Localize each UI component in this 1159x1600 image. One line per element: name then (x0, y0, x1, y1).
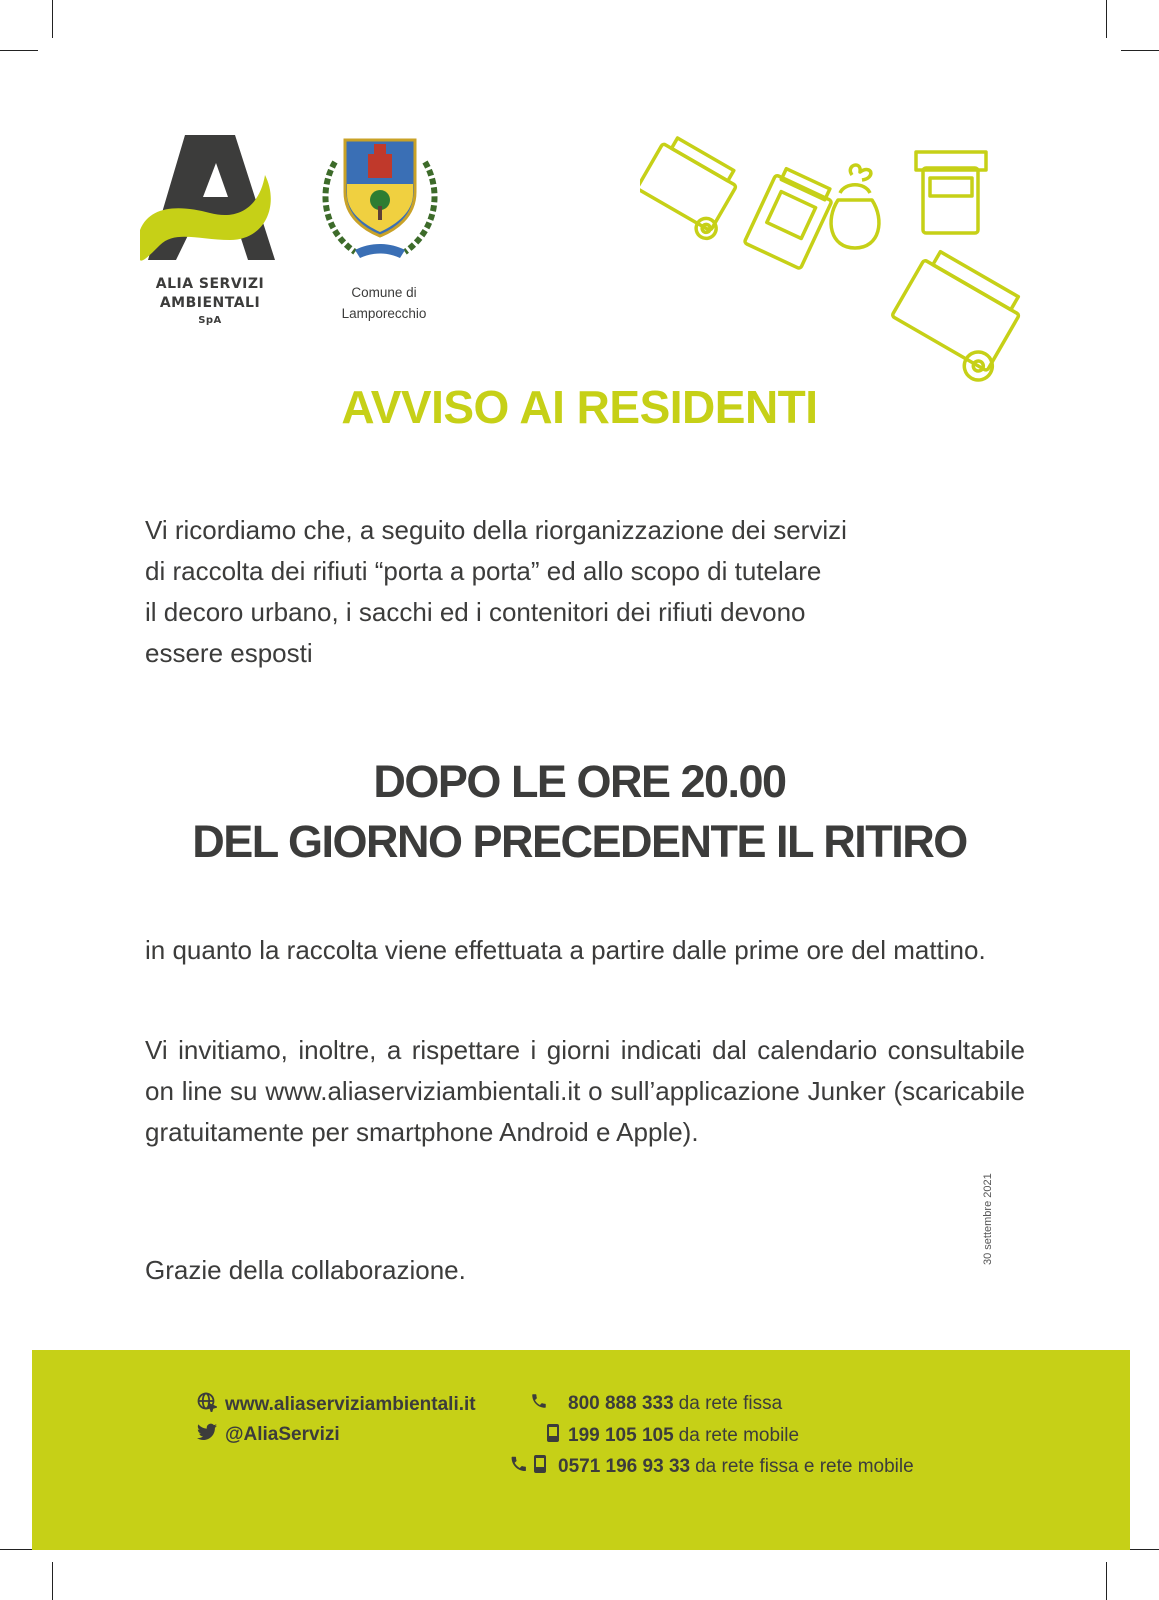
intro-paragraph (145, 510, 1025, 674)
collection-time-paragraph: in quanto la raccolta viene effettuata a partire dalle prime ore del mattino. (145, 935, 986, 965)
footer-band (32, 1350, 1130, 1550)
mobile-icon (530, 1423, 560, 1449)
highlight-notice (0, 752, 1159, 872)
phone-label: da rete fissa e rete mobile (695, 1456, 914, 1477)
phone-number[interactable]: 199 105 105 (568, 1425, 674, 1446)
phone-number[interactable]: 0571 196 93 33 (558, 1456, 691, 1477)
comune-name (318, 282, 450, 324)
website-link[interactable]: www.aliaserviziambientali.it (225, 1394, 476, 1415)
phone-number[interactable]: 800 888 333 (568, 1393, 674, 1414)
crop-mark (0, 50, 38, 51)
crop-mark (1106, 0, 1107, 38)
footer-twitter[interactable] (197, 1423, 345, 1447)
phone-label: da rete mobile (678, 1425, 800, 1446)
intro-line: Vi ricordiamo che, a seguito della riorganizzazione dei servizi (145, 515, 847, 545)
phone-label: da rete fissa (678, 1393, 783, 1414)
highlight-line2: DEL GIORNO PRECEDENTE IL RITIRO (192, 816, 967, 867)
intro-line: essere esposti (145, 638, 313, 668)
footer-phone-2[interactable] (530, 1423, 799, 1449)
closing-text: Grazie della collaborazione. (145, 1255, 466, 1285)
intro-line: di raccolta dei rifiuti “porta a porta” ed allo scopo di tutelare (145, 556, 822, 586)
footer-phone-1[interactable] (530, 1392, 782, 1416)
calendar-paragraph: Vi invitiamo, inoltre, a rispettare i giorni indicati dal calendario consultabile on line su www.aliaserviziambientali.it o sull’applicazione Junker (scaricabile gratuitamente per smartphone Android e Apple). (145, 1035, 1025, 1147)
waste-bins-illustration (640, 130, 1030, 390)
page-title: AVVISO AI RESIDENTI (341, 381, 818, 433)
intro-line: il decoro urbano, i sacchi ed i contenitori dei rifiuti devono (145, 597, 806, 627)
comune-line1: Comune di (351, 285, 417, 300)
crop-mark (52, 1562, 53, 1600)
crop-mark (1121, 50, 1159, 51)
alia-line2: AMBIENTALI (159, 295, 261, 311)
highlight-line1: DOPO LE ORE 20.00 (373, 756, 786, 807)
comune-line2: Lamporecchio (341, 306, 427, 321)
twitter-handle[interactable]: @AliaServizi (225, 1424, 340, 1445)
phone-icon (530, 1392, 560, 1416)
alia-line1: ALIA SERVIZI (155, 276, 265, 292)
footer-website[interactable] (197, 1392, 481, 1418)
date-stamp: 30 settembre 2021 (982, 1173, 994, 1265)
alia-name (140, 275, 280, 329)
comune-crest (315, 132, 445, 267)
phone-mobile-icon (510, 1454, 550, 1480)
alia-line3: SpA (198, 315, 222, 326)
twitter-icon (197, 1423, 217, 1447)
crop-mark (52, 0, 53, 38)
crop-mark (1106, 1562, 1107, 1600)
footer-phone-3[interactable] (510, 1454, 914, 1480)
globe-cursor-icon (197, 1392, 217, 1418)
